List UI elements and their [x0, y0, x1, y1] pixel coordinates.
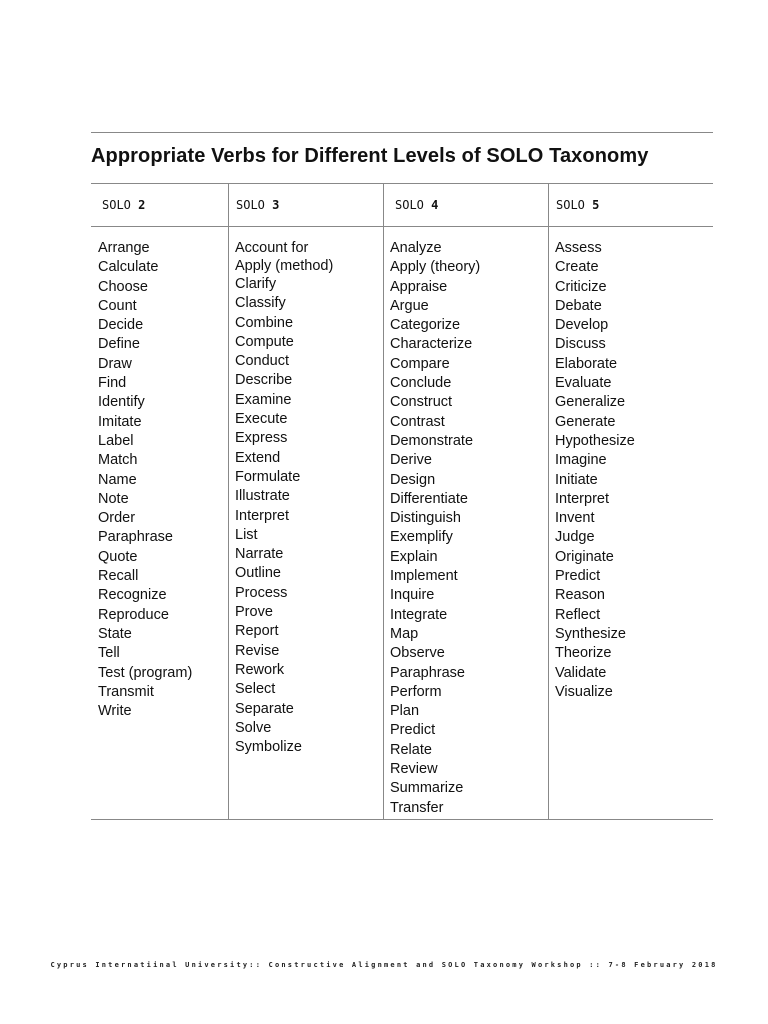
table-bottom-rule: [91, 819, 713, 820]
verb-item: Combine: [235, 314, 294, 331]
verb-item: Theorize: [555, 645, 612, 662]
verb-item: Test (program): [98, 664, 193, 681]
column-header-solo-2: [102, 198, 145, 212]
verb-item: List: [235, 526, 258, 543]
verb-item: Match: [98, 452, 138, 469]
verb-item: Outline: [235, 565, 281, 582]
verb-item: Generalize: [555, 394, 626, 411]
verb-item: Clarify: [235, 276, 277, 292]
column-header-solo-5: [556, 198, 599, 212]
verb-item: Decide: [98, 317, 144, 334]
page-title: Appropriate Verbs for Different Levels of SOLO Taxonomy: [91, 145, 649, 167]
verb-item: Hypothesize: [555, 432, 635, 449]
verb-item: Examine: [235, 391, 292, 408]
verb-item: Name: [98, 471, 137, 488]
verb-item: Reproduce: [98, 606, 169, 623]
verb-item: Define: [98, 336, 140, 353]
verb-list-solo-3-lead: [235, 240, 333, 275]
verb-item: Choose: [98, 278, 148, 295]
verb-item: Judge: [555, 529, 595, 546]
verb-item: Symbolize: [235, 739, 302, 756]
column-header-label: SOLO: [102, 198, 131, 212]
verb-item: Rework: [235, 661, 285, 678]
verb-item: Formulate: [235, 468, 301, 485]
verb-item: Order: [98, 510, 136, 527]
verb-item: Derive: [390, 452, 432, 469]
verb-item: Paraphrase: [390, 664, 465, 681]
verb-item: Evaluate: [555, 375, 612, 392]
verb-item: Appraise: [390, 278, 448, 295]
verb-item: Recall: [98, 568, 139, 585]
verb-item: Apply (theory): [390, 259, 481, 276]
verb-item: Predict: [555, 568, 601, 585]
verb-item: Interpret: [235, 507, 289, 524]
verb-item: Inquire: [390, 587, 435, 604]
verb-item: Find: [98, 375, 127, 392]
verb-item: Tell: [98, 645, 120, 662]
verb-item: Invent: [555, 510, 595, 527]
verb-item: Report: [235, 623, 279, 640]
verb-item: Classify: [235, 295, 286, 312]
verb-item: Calculate: [98, 259, 159, 276]
verb-item: Originate: [555, 548, 614, 565]
verb-item: Elaborate: [555, 355, 618, 372]
table-header-top-rule: [91, 183, 713, 184]
verb-item: Implement: [390, 568, 458, 585]
verb-item: Observe: [390, 645, 445, 662]
verb-item: Write: [98, 703, 132, 720]
verb-item: Imagine: [555, 452, 607, 469]
column-divider: [383, 183, 384, 820]
column-divider: [228, 183, 229, 820]
verb-item: Map: [390, 625, 419, 642]
verb-item: Explain: [390, 548, 438, 565]
verb-item: Predict: [390, 722, 436, 739]
verb-item: Transfer: [390, 799, 444, 816]
verb-list-solo-5: [555, 239, 635, 702]
verb-item: Perform: [390, 683, 442, 700]
verb-item: Recognize: [98, 587, 167, 604]
verb-list-solo-2: [98, 239, 192, 721]
verb-item: Describe: [235, 372, 293, 389]
verb-item: Count: [98, 297, 137, 314]
verb-item: Illustrate: [235, 488, 290, 505]
verb-item: Revise: [235, 642, 280, 659]
verb-item: Review: [390, 761, 438, 778]
verb-item: Label: [98, 432, 134, 449]
verb-item: Categorize: [390, 317, 461, 334]
verb-item: Plan: [390, 703, 420, 720]
page-footer: Cyprus Internatiinal University:: Constructive Alignment and SOLO Taxonomy Workshop :: 7-8 February 2018: [50, 961, 718, 969]
verb-item: Note: [98, 490, 129, 507]
verb-item: Select: [235, 681, 276, 698]
verb-item: Characterize: [390, 336, 473, 353]
verb-item: Summarize: [390, 780, 464, 797]
column-header-solo-3: [236, 198, 279, 212]
verb-item: Generate: [555, 413, 616, 430]
verb-item: Design: [390, 471, 436, 488]
verb-item: Account for: [235, 240, 309, 256]
verb-item: Analyze: [390, 240, 442, 256]
verb-item: Create: [555, 259, 599, 276]
verb-item: Separate: [235, 700, 294, 717]
verb-item: Prove: [235, 604, 273, 621]
verb-item: Exemplify: [390, 529, 453, 546]
verb-item: Conclude: [390, 375, 452, 392]
verb-item: Narrate: [235, 546, 284, 563]
column-header-label: SOLO: [236, 198, 265, 212]
verb-item: Discuss: [555, 336, 606, 353]
column-header-label: SOLO: [395, 198, 424, 212]
verb-item: Reason: [555, 587, 605, 604]
table-header-bottom-rule: [91, 226, 713, 227]
column-header-level: 2: [138, 198, 146, 212]
verb-item: Integrate: [390, 606, 448, 623]
verb-item: Relate: [390, 741, 432, 758]
verb-item: Construct: [390, 394, 453, 411]
verb-item: State: [98, 625, 132, 642]
verb-item: Argue: [390, 297, 429, 314]
verb-item: Demonstrate: [390, 432, 474, 449]
verb-item: Compare: [390, 355, 450, 372]
verb-item: Validate: [555, 664, 607, 681]
verb-item: Distinguish: [390, 510, 461, 527]
verb-item: Contrast: [390, 413, 445, 430]
verb-item: Process: [235, 584, 288, 601]
verb-list-solo-3: [235, 275, 302, 757]
verb-item: Extend: [235, 449, 281, 466]
column-divider: [548, 183, 549, 820]
verb-item: Draw: [98, 355, 132, 372]
verb-item: Quote: [98, 548, 138, 565]
column-header-solo-4: [395, 198, 438, 212]
verb-item: Debate: [555, 297, 602, 314]
verb-item: Synthesize: [555, 625, 626, 642]
top-rule: [91, 132, 713, 133]
column-header-level: 3: [272, 198, 280, 212]
verb-item: Arrange: [98, 240, 150, 256]
verb-item: Execute: [235, 411, 288, 428]
verb-item: Criticize: [555, 278, 607, 295]
verb-item: Conduct: [235, 353, 290, 370]
verb-item: Assess: [555, 240, 602, 256]
verb-list-solo-4: [390, 239, 480, 818]
column-header-label: SOLO: [556, 198, 585, 212]
verb-item: Apply (method): [235, 257, 334, 274]
verb-item: Interpret: [555, 490, 609, 507]
verb-item: Develop: [555, 317, 609, 334]
verb-item: Transmit: [98, 683, 154, 700]
verb-item: Paraphrase: [98, 529, 173, 546]
verb-item: Express: [235, 430, 288, 447]
verb-item: Differentiate: [390, 490, 468, 507]
verb-item: Solve: [235, 719, 272, 736]
column-header-level: 5: [592, 198, 600, 212]
verb-item: Initiate: [555, 471, 598, 488]
verb-item: Reflect: [555, 606, 601, 623]
verb-item: Identify: [98, 394, 145, 411]
column-header-level: 4: [431, 198, 439, 212]
verb-item: Imitate: [98, 413, 142, 430]
verb-item: Visualize: [555, 683, 613, 700]
verb-item: Compute: [235, 333, 294, 350]
